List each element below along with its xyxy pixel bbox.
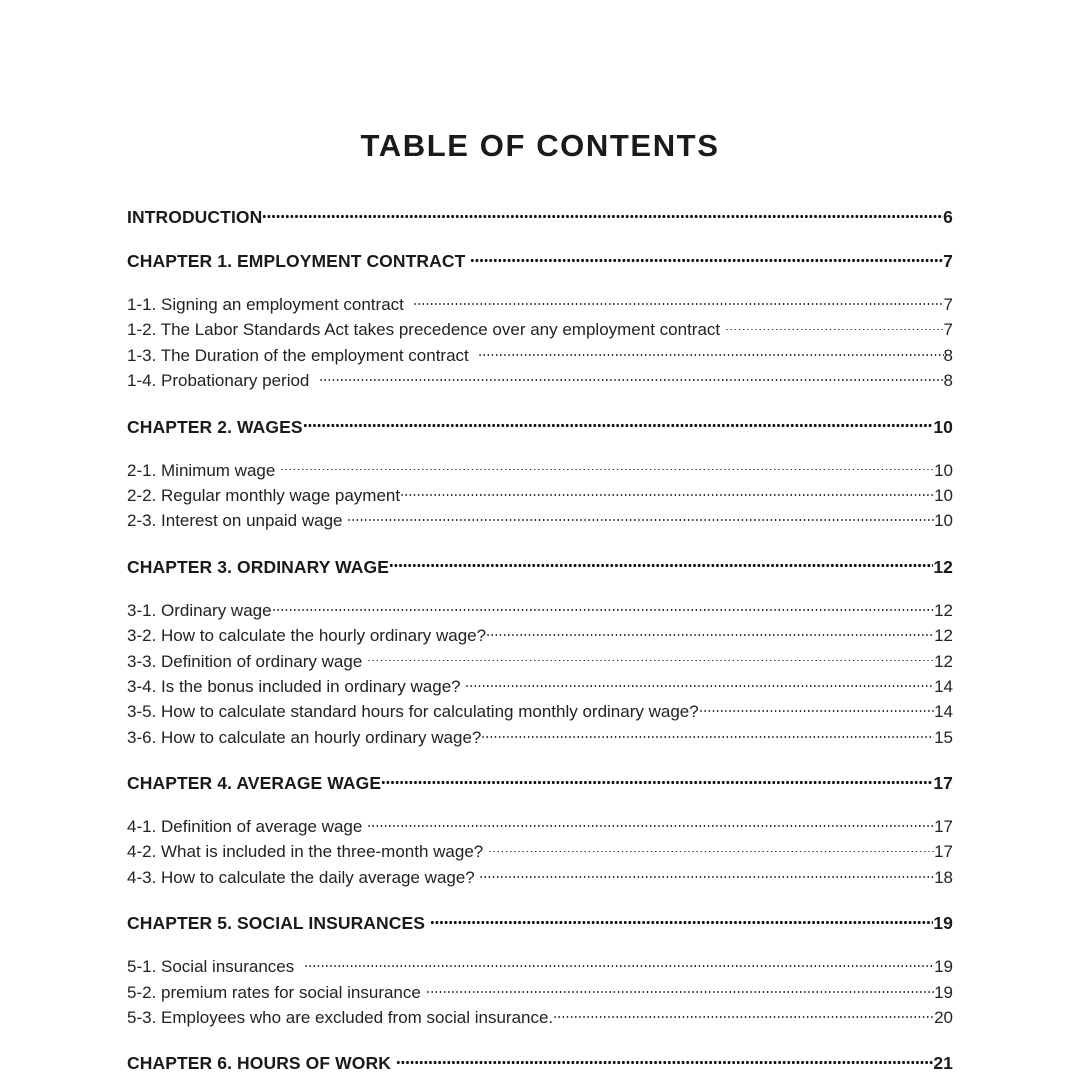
toc-entry-label: 3-4. Is the bonus included in ordinary wage?: [127, 676, 466, 696]
toc-entry-label: CHAPTER 4. AVERAGE WAGE: [127, 773, 382, 794]
leader-dots: [367, 815, 934, 832]
toc-entry-introduction[interactable]: [127, 203, 953, 231]
toc-entry-label: 2-2. Regular monthly wage payment: [127, 485, 401, 505]
toc-entry-page-number: 12: [934, 600, 953, 620]
leader-dots: [426, 981, 935, 998]
toc-entry-page-number: 14: [934, 676, 953, 696]
toc-entry-3-3[interactable]: [127, 649, 953, 674]
toc-entry-chapter-3[interactable]: [127, 553, 953, 581]
toc-entry-page-number: 8: [943, 371, 953, 391]
leader-dots: [699, 700, 934, 717]
leader-dots: [381, 772, 933, 790]
toc-entry-page-number: 7: [943, 320, 953, 340]
leader-dots: [481, 726, 934, 743]
section-spacer: [127, 750, 953, 769]
section-spacer: [127, 394, 953, 413]
section-spacer: [127, 890, 953, 909]
leader-dots: [479, 866, 934, 883]
toc-entry-label: 1-4. Probationary period: [127, 371, 319, 391]
toc-entry-5-3[interactable]: [127, 1005, 953, 1030]
leader-dots: [319, 369, 944, 386]
toc-entry-1-4[interactable]: [127, 368, 953, 393]
toc-entry-label: 3-6. How to calculate an hourly ordinary wage?: [127, 727, 482, 747]
section-spacer: [127, 581, 953, 598]
toc-entry-chapter-2[interactable]: [127, 413, 953, 441]
toc-entry-page-number: 10: [934, 511, 953, 531]
leader-dots: [478, 344, 943, 361]
toc-entry-3-2[interactable]: [127, 623, 953, 648]
toc-entry-chapter-6[interactable]: [127, 1049, 953, 1077]
toc-entry-page-number: 14: [934, 702, 953, 722]
toc-entry-1-3[interactable]: [127, 343, 953, 368]
toc-entry-4-3[interactable]: [127, 865, 953, 890]
section-spacer: [127, 534, 953, 553]
toc-entry-label: 3-2. How to calculate the hourly ordinary wage?: [127, 626, 487, 646]
toc-entry-label: CHAPTER 3. ORDINARY WAGE: [127, 556, 390, 577]
toc-entry-page-number: 15: [934, 727, 953, 747]
toc-entry-page-number: 12: [933, 556, 953, 577]
toc-entry-page-number: 6: [943, 207, 953, 227]
toc-entry-label: CHAPTER 5. SOCIAL INSURANCES: [127, 913, 431, 934]
toc-entry-label: 1-3. The Duration of the employment contract: [127, 345, 479, 365]
toc-entry-page-number: 10: [934, 460, 953, 480]
toc-entry-5-2[interactable]: [127, 980, 953, 1005]
leader-dots: [400, 484, 934, 501]
leader-dots: [303, 415, 934, 433]
toc-entry-label: 1-1. Signing an employment contract: [127, 295, 414, 314]
table-of-contents-list: [127, 203, 953, 1077]
section-spacer: [127, 231, 953, 247]
toc-entry-page-number: 20: [934, 1008, 953, 1028]
toc-entry-label: 2-3. Interest on unpaid wage: [127, 511, 348, 531]
toc-entry-label: 4-1. Definition of average wage: [127, 817, 368, 837]
toc-entry-5-1[interactable]: [127, 954, 953, 979]
toc-entry-page-number: 10: [933, 416, 953, 437]
section-spacer: [127, 441, 953, 458]
toc-entry-page-number: 19: [934, 957, 953, 977]
section-spacer: [127, 937, 953, 954]
leader-dots: [553, 1006, 934, 1023]
toc-entry-page-number: 17: [934, 817, 953, 837]
toc-entry-label: 4-2. What is included in the three-month wage?: [127, 842, 488, 862]
toc-entry-2-2[interactable]: [127, 483, 953, 508]
toc-entry-label: 3-3. Definition of ordinary wage: [127, 651, 368, 671]
leader-dots: [465, 675, 934, 692]
toc-entry-2-3[interactable]: [127, 508, 953, 533]
section-spacer: [127, 1030, 953, 1049]
leader-dots: [280, 459, 934, 476]
toc-entry-page-number: 10: [934, 485, 953, 505]
toc-entry-label: 3-1. Ordinary wage: [127, 600, 272, 620]
section-spacer: [127, 275, 953, 292]
toc-entry-label: CHAPTER 2. WAGES: [127, 416, 303, 437]
leader-dots: [304, 955, 934, 972]
toc-entry-page-number: 7: [943, 295, 953, 314]
leader-dots: [272, 599, 935, 616]
leader-dots: [347, 509, 934, 526]
toc-entry-page-number: 17: [934, 842, 953, 862]
toc-entry-page-number: 12: [934, 651, 953, 671]
toc-entry-chapter-1[interactable]: [127, 247, 953, 275]
toc-entry-label: CHAPTER 1. EMPLOYMENT CONTRACT: [127, 251, 471, 271]
toc-entry-3-1[interactable]: [127, 598, 953, 623]
toc-entry-3-6[interactable]: [127, 725, 953, 750]
toc-entry-label: 4-3. How to calculate the daily average wage?: [127, 867, 480, 887]
toc-entry-label: INTRODUCTION: [127, 207, 263, 227]
toc-entry-page-number: 18: [934, 867, 953, 887]
page-title: TABLE OF CONTENTS: [360, 128, 720, 163]
section-spacer: [127, 797, 953, 814]
toc-entry-3-4[interactable]: [127, 674, 953, 699]
leader-dots: [470, 250, 943, 268]
toc-entry-page-number: 21: [933, 1053, 953, 1074]
leader-dots: [396, 1052, 933, 1070]
toc-entry-label: 3-5. How to calculate standard hours for calculating monthly ordinary wage?: [127, 702, 699, 722]
leader-dots: [262, 206, 943, 224]
toc-entry-page-number: 7: [943, 251, 953, 271]
leader-dots: [389, 555, 933, 573]
toc-entry-2-1[interactable]: [127, 458, 953, 483]
toc-entry-1-2[interactable]: [127, 317, 953, 342]
toc-entry-label: 5-2. premium rates for social insurance: [127, 982, 426, 1002]
leader-dots: [430, 912, 933, 930]
toc-entry-label: 2-1. Minimum wage: [127, 460, 281, 480]
toc-entry-label: 5-1. Social insurances: [127, 957, 304, 977]
toc-entry-3-5[interactable]: [127, 699, 953, 724]
toc-entry-1-1[interactable]: [127, 292, 953, 317]
toc-entry-page-number: 17: [933, 773, 953, 794]
toc-entry-label: 5-3. Employees who are excluded from social insurance.: [127, 1008, 554, 1028]
toc-entry-label: 1-2. The Labor Standards Act takes precedence over any employment contract: [127, 320, 725, 340]
toc-entry-chapter-5[interactable]: [127, 909, 953, 937]
leader-dots: [367, 650, 934, 667]
toc-entry-4-2[interactable]: [127, 839, 953, 864]
toc-entry-label: CHAPTER 6. HOURS OF WORK: [127, 1053, 396, 1074]
leader-dots: [488, 840, 934, 857]
leader-dots: [486, 624, 934, 641]
toc-entry-page-number: 19: [933, 913, 953, 934]
leader-dots: [725, 318, 944, 335]
toc-entry-chapter-4[interactable]: [127, 769, 953, 797]
toc-entry-page-number: 12: [934, 626, 953, 646]
toc-entry-page-number: 19: [934, 982, 953, 1002]
toc-entry-page-number: 8: [943, 345, 953, 365]
toc-entry-4-1[interactable]: [127, 814, 953, 839]
leader-dots: [413, 293, 943, 310]
